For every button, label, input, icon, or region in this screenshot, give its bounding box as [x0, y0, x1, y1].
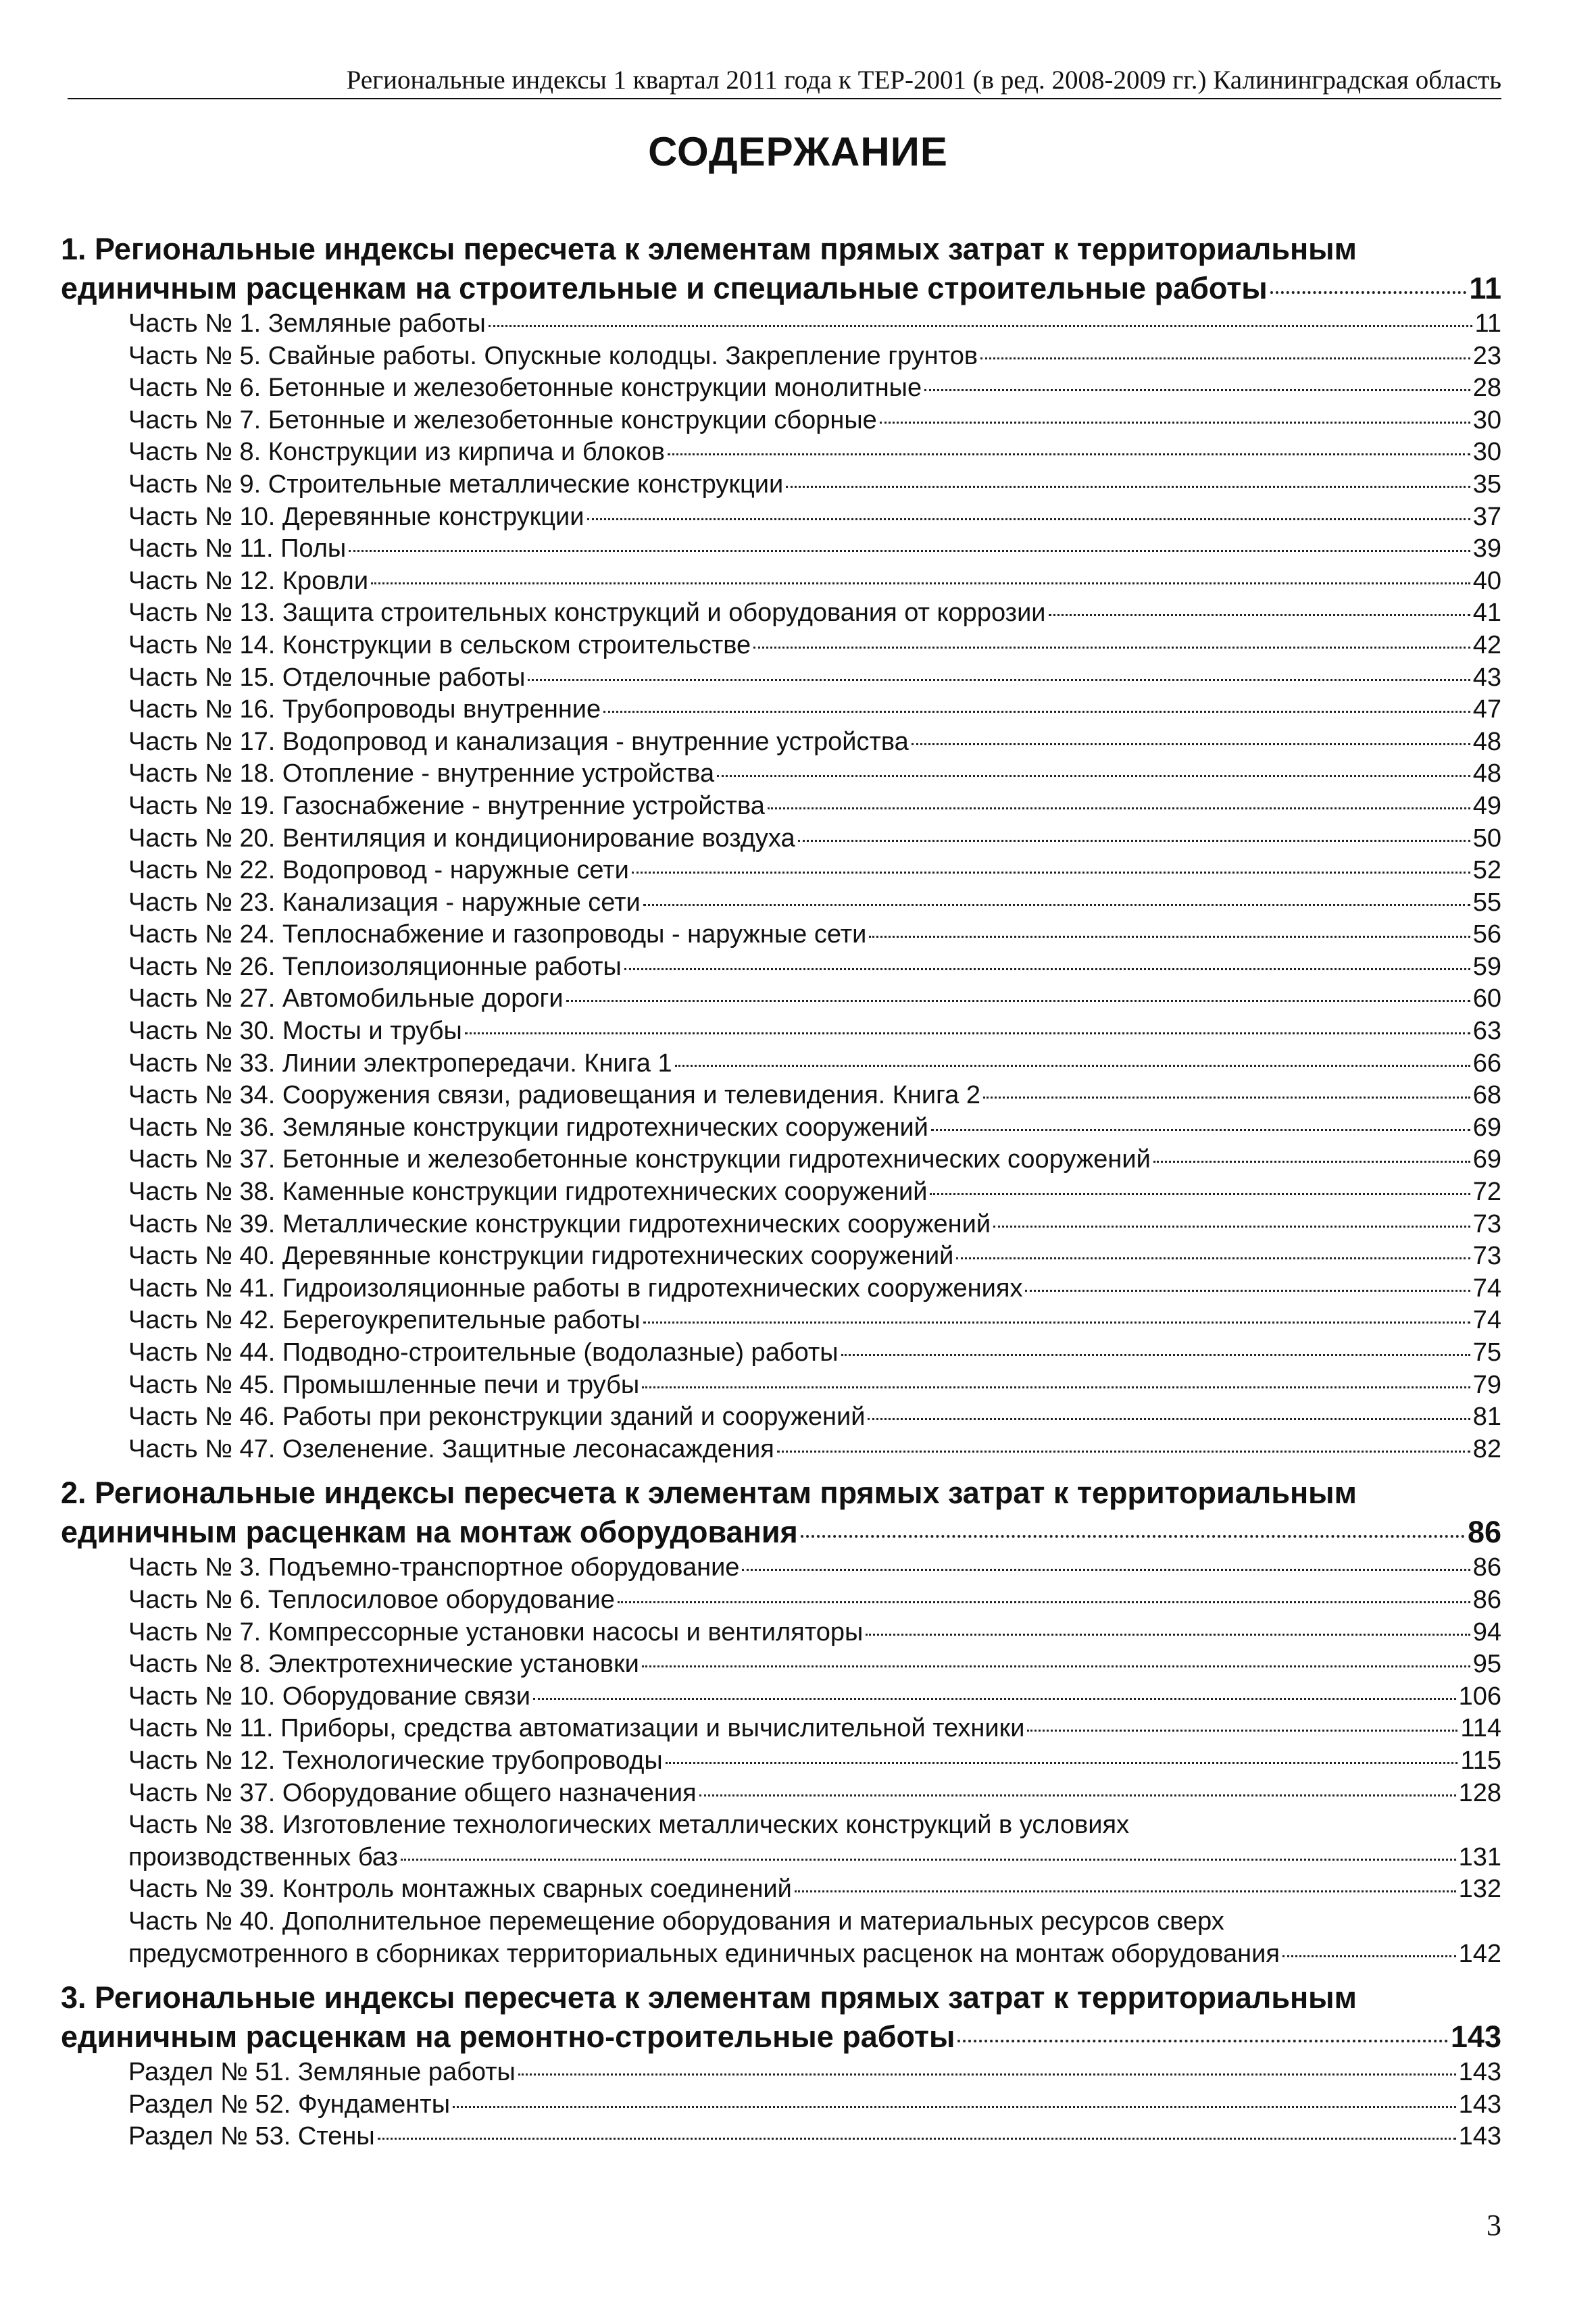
dot-leader [869, 936, 1470, 938]
toc-entry [128, 1649, 1501, 1681]
toc-entry-title: Часть № 38. Каменные конструкции гидротехнических сооружений [128, 1178, 928, 1207]
dot-leader [618, 1601, 1470, 1603]
dot-leader [378, 2138, 1456, 2140]
toc-entry-title: Часть № 10. Деревянные конструкции [128, 502, 584, 531]
toc-entry-row [128, 1240, 1501, 1273]
toc-entry-title: Часть № 39. Контроль монтажных сварных соединений [128, 1875, 792, 1904]
toc-entry [128, 694, 1501, 726]
toc-entry-row [128, 1745, 1501, 1778]
toc-entry [128, 469, 1501, 501]
toc-entry-page-number: 28 [1472, 374, 1501, 403]
toc-entry-row [128, 726, 1501, 759]
dot-leader [533, 1698, 1456, 1700]
toc-entry [128, 1209, 1501, 1241]
toc-entry-page-number: 47 [1472, 695, 1501, 724]
toc-entry [128, 1337, 1501, 1369]
toc-entry-title: Часть № 26. Теплоизоляционные работы [128, 952, 622, 981]
toc-entry-page-number: 56 [1472, 920, 1501, 949]
toc-entry [128, 1681, 1501, 1713]
toc-entry [128, 1273, 1501, 1305]
toc-entry-title: Часть № 24. Теплоснабжение и газопроводы - наружные сети [128, 920, 867, 949]
toc-entry-row [128, 501, 1501, 534]
toc-entry-row [128, 983, 1501, 1015]
toc-entry-title: Часть № 47. Озеленение. Защитные лесонасаждения [128, 1434, 774, 1463]
dot-leader [1049, 614, 1470, 616]
toc-entry-title: Часть № 40. Деревянные конструкции гидротехнических сооружений [128, 1242, 954, 1271]
toc-entry-first-line: Часть № 40. Дополнительное перемещение оборудования и материальных ресурсов сверх [128, 1907, 1224, 1936]
toc-entry-row [128, 372, 1501, 405]
toc-entry-title: Часть № 42. Берегоукрепительные работы [128, 1306, 641, 1335]
toc-entry-title: Часть № 37. Оборудование общего назначения [128, 1778, 697, 1807]
toc-entry-page-number: 63 [1472, 1017, 1501, 1046]
dot-leader [603, 711, 1470, 713]
toc-entry [128, 501, 1501, 534]
toc-entry-title: Часть № 20. Вентиляция и кондиционирование воздуха [128, 824, 795, 853]
toc-entry [128, 1176, 1501, 1209]
dot-leader [624, 968, 1470, 970]
section-heading-line2: единичным расценкам на строительные и специальные строительные работы [61, 271, 1268, 305]
toc-entry-title: Часть № 7. Компрессорные установки насосы и вентиляторы [128, 1617, 864, 1646]
toc-entry-row [128, 1434, 1501, 1466]
dot-leader [777, 1451, 1470, 1453]
toc-entry-page-number: 143 [1458, 2090, 1501, 2119]
dot-leader [983, 1097, 1470, 1099]
dot-leader [795, 1890, 1456, 1892]
toc-entry-page-number: 50 [1472, 824, 1501, 853]
toc-entry-page-number: 48 [1472, 759, 1501, 788]
dot-leader [880, 422, 1470, 424]
toc-entry-page-number: 114 [1460, 1714, 1501, 1743]
toc-entry [128, 1617, 1501, 1649]
toc-entry-page-number: 79 [1472, 1370, 1501, 1399]
toc-entry [128, 2121, 1501, 2153]
toc-entry-title: Часть № 13. Защита строительных конструкций и оборудования от коррозии [128, 599, 1046, 628]
toc-entry-row [128, 1681, 1501, 1713]
dot-leader [566, 1000, 1470, 1002]
toc-entry-row [128, 1401, 1501, 1434]
toc-entry-page-number: 143 [1458, 2058, 1501, 2087]
dot-leader [675, 1065, 1470, 1067]
dot-leader [1270, 291, 1467, 294]
toc-entry-row [128, 565, 1501, 598]
toc-entry [128, 951, 1501, 984]
toc-entry-page-number: 48 [1472, 727, 1501, 756]
toc-entry-row [128, 855, 1501, 887]
toc-entry-row [128, 1938, 1501, 1971]
toc-entry-title: Часть № 46. Работы при реконструкции зданий и сооружений [128, 1403, 866, 1432]
toc-entry-page-number: 43 [1472, 663, 1501, 692]
toc-entry [128, 1873, 1501, 1906]
toc-entry-row [128, 436, 1501, 469]
page-title: СОДЕРЖАНИЕ [648, 129, 948, 174]
toc-entry-page-number: 42 [1472, 630, 1501, 659]
toc-entry [128, 1401, 1501, 1434]
toc-entry-page-number: 55 [1472, 888, 1501, 917]
dot-leader [518, 2073, 1456, 2076]
toc-entry-title: Раздел № 51. Земляные работы [128, 2058, 516, 2087]
dot-leader [401, 1859, 1456, 1861]
toc-entry-row [128, 951, 1501, 984]
toc-entry-page-number: 115 [1460, 1746, 1501, 1775]
toc-entry [128, 597, 1501, 630]
dot-leader [956, 1257, 1470, 1259]
dot-leader [841, 1354, 1470, 1356]
toc-entry-page-number: 59 [1472, 952, 1501, 981]
dot-leader [798, 840, 1470, 842]
toc-entry-row [128, 1584, 1501, 1617]
toc-entry [128, 2089, 1501, 2121]
section-heading-line2: единичным расценкам на ремонтно-строительные работы [61, 2019, 955, 2055]
toc-entry-row [128, 2057, 1501, 2089]
toc-entry-row [128, 887, 1501, 920]
toc-entry-title: Часть № 6. Бетонные и железобетонные конструкции монолитные [128, 374, 922, 403]
toc-entry-title: Часть № 23. Канализация - наружные сети [128, 888, 641, 917]
toc-entry-title: Часть № 44. Подводно-строительные (водолазные) работы [128, 1338, 839, 1367]
toc-entry-title: Часть № 7. Бетонные и железобетонные конструкции сборные [128, 405, 877, 434]
dot-leader [643, 904, 1470, 906]
toc-entry-page-number: 74 [1472, 1274, 1501, 1303]
dot-leader [587, 518, 1470, 520]
document-header: Региональные индексы 1 квартал 2011 года к ТЕР-2001 (в ред. 2008-2009 гг.) Калининградская область [68, 65, 1501, 99]
toc-entry-row [128, 1842, 1501, 1874]
toc-entry-row [128, 1048, 1501, 1080]
dot-leader [801, 1535, 1465, 1538]
toc-entry-page-number: 49 [1472, 791, 1501, 820]
toc-entry-title: Часть № 11. Приборы, средства автоматизации и вычислительной техники [128, 1714, 1025, 1743]
toc-entry-row [128, 1649, 1501, 1681]
toc-entry [128, 758, 1501, 790]
toc-entry [128, 1552, 1501, 1584]
dot-leader [993, 1226, 1470, 1228]
dot-leader [1025, 1290, 1470, 1292]
toc-entry-page-number: 23 [1472, 341, 1501, 370]
toc-entry-title: Часть № 11. Полы [128, 534, 347, 563]
toc-entry [128, 2057, 1501, 2089]
toc-entry-page-number: 82 [1472, 1434, 1501, 1463]
toc-entry-page-number: 131 [1458, 1842, 1501, 1871]
dot-leader [666, 1762, 1458, 1764]
dot-leader [931, 1129, 1470, 1131]
toc-entry-title: Раздел № 53. Стены [128, 2122, 375, 2151]
toc-entry-row [128, 1617, 1501, 1649]
toc-entry-title: Часть № 6. Теплосиловое оборудование [128, 1585, 615, 1614]
toc-entry-page-number: 143 [1458, 2122, 1501, 2151]
toc-entry-row [128, 1176, 1501, 1209]
page-number: 3 [1487, 2209, 1501, 2242]
section-heading-line2-row [61, 1513, 1501, 1552]
toc-entry-row [128, 790, 1501, 823]
dot-leader [668, 453, 1470, 455]
toc-entry-row [128, 308, 1501, 341]
toc-entry-row [128, 1552, 1501, 1584]
toc-entry-title: производственных баз [128, 1842, 398, 1871]
dot-leader [1027, 1730, 1457, 1732]
dot-leader [912, 743, 1470, 745]
toc-entry [128, 341, 1501, 373]
toc-entry [128, 1048, 1501, 1080]
toc-entry-page-number: 60 [1472, 984, 1501, 1013]
dot-leader [868, 1418, 1470, 1420]
dot-leader [717, 775, 1470, 777]
toc-entry-title: Часть № 8. Электротехнические установки [128, 1650, 639, 1679]
dot-leader [349, 550, 1470, 552]
toc-entry-title: предусмотренного в сборниках территориальных единичных расценок на монтаж оборудования [128, 1939, 1280, 1968]
toc-entry-row [128, 1873, 1501, 1906]
toc-entry-page-number: 73 [1472, 1209, 1501, 1238]
dot-leader [642, 1665, 1470, 1667]
toc-section-heading [61, 1474, 1501, 1552]
toc-entry-row [128, 1273, 1501, 1305]
toc-entry [128, 436, 1501, 469]
toc-entry [128, 1369, 1501, 1402]
dot-leader [768, 807, 1470, 809]
section-page-number: 86 [1467, 1515, 1501, 1550]
toc-entry-row [128, 533, 1501, 565]
dot-leader [786, 486, 1470, 488]
toc-entry [128, 1434, 1501, 1466]
toc-entry-title: Часть № 14. Конструкции в сельском строительстве [128, 630, 751, 659]
dot-leader [632, 872, 1470, 874]
toc-entry-title: Часть № 22. Водопровод - наружные сети [128, 856, 629, 885]
toc-entry [128, 1305, 1501, 1337]
toc-entry [128, 372, 1501, 405]
toc-entry-title: Часть № 18. Отопление - внутренние устройства [128, 759, 715, 788]
toc-entry-row [128, 341, 1501, 373]
dot-leader [643, 1322, 1470, 1324]
toc-entry-title: Часть № 9. Строительные металлические конструкции [128, 470, 784, 499]
toc-entry-page-number: 128 [1458, 1778, 1501, 1807]
toc-entry-title: Часть № 45. Промышленные печи и трубы [128, 1370, 640, 1399]
toc-entry-title: Часть № 10. Оборудование связи [128, 1682, 530, 1711]
toc-entry [128, 405, 1501, 437]
toc-entry-title: Часть № 12. Кровли [128, 566, 369, 595]
dot-leader [753, 647, 1470, 649]
dot-leader [642, 1386, 1470, 1388]
toc-entry-page-number: 41 [1472, 599, 1501, 628]
toc-entry-page-number: 86 [1472, 1553, 1501, 1582]
section-page-number: 143 [1450, 2019, 1501, 2055]
toc-entry-row [128, 1209, 1501, 1241]
section-heading-line1: 2. Региональные индексы пересчета к элементам прямых затрат к территориальным [61, 1476, 1357, 1511]
toc-entry [128, 887, 1501, 920]
toc-entry-page-number: 68 [1472, 1081, 1501, 1110]
toc-entry-row [128, 469, 1501, 501]
toc-entry-row [128, 405, 1501, 437]
section-heading-line2: единичным расценкам на монтаж оборудования [61, 1515, 798, 1550]
toc-entry-page-number: 132 [1458, 1875, 1501, 1904]
toc-entry-title: Раздел № 52. Фундаменты [128, 2090, 451, 2119]
toc-entry-title: Часть № 33. Линии электропередачи. Книга 1 [128, 1049, 672, 1078]
toc-entry-first-line: Часть № 38. Изготовление технологических металлических конструкций в условиях [128, 1811, 1130, 1840]
dot-leader [699, 1794, 1456, 1796]
toc-entry-page-number: 11 [1474, 309, 1501, 338]
toc-entry-page-number: 66 [1472, 1049, 1501, 1078]
section-page-number: 11 [1469, 271, 1501, 305]
toc-entry-row [128, 1305, 1501, 1337]
toc-entry [128, 983, 1501, 1015]
toc-entry-row [128, 823, 1501, 855]
dot-leader [980, 357, 1470, 359]
toc-entry [128, 662, 1501, 695]
toc-entry-row [128, 1144, 1501, 1176]
toc-section-heading [61, 230, 1501, 308]
toc-entry-title: Часть № 27. Автомобильные дороги [128, 984, 564, 1013]
toc-entry-row [128, 662, 1501, 695]
table-of-contents [61, 230, 1501, 2153]
toc-entry [128, 1112, 1501, 1145]
toc-entry [128, 1745, 1501, 1778]
toc-entry-title: Часть № 37. Бетонные и железобетонные конструкции гидротехнических сооружений [128, 1145, 1151, 1174]
toc-entry-row [128, 597, 1501, 630]
toc-entry-row [128, 694, 1501, 726]
toc-entry-page-number: 94 [1472, 1617, 1501, 1646]
toc-entry-page-number: 72 [1472, 1178, 1501, 1207]
section-heading-line2-row [61, 2017, 1501, 2057]
toc-entry [128, 1713, 1501, 1745]
toc-entry [128, 533, 1501, 565]
toc-entry-row [128, 1713, 1501, 1745]
toc-entry-title: Часть № 41. Гидроизоляционные работы в гидротехнических сооружениях [128, 1274, 1023, 1303]
dot-leader [930, 1193, 1470, 1195]
toc-entry [128, 308, 1501, 341]
toc-entry-title: Часть № 3. Подъемно-транспортное оборудование [128, 1553, 740, 1582]
toc-entry-page-number: 73 [1472, 1242, 1501, 1271]
toc-entry-row [128, 1369, 1501, 1402]
toc-entry-row [128, 1112, 1501, 1145]
toc-entry-title: Часть № 16. Трубопроводы внутренние [128, 695, 601, 724]
toc-entry-page-number: 39 [1472, 534, 1501, 563]
dot-leader [924, 389, 1470, 391]
toc-entry [128, 919, 1501, 951]
dot-leader [528, 679, 1470, 681]
toc-entry-title: Часть № 8. Конструкции из кирпича и блоков [128, 438, 665, 467]
toc-entry-row [128, 630, 1501, 662]
dot-leader [957, 2040, 1448, 2042]
dot-leader [453, 2106, 1456, 2108]
toc-entry [128, 790, 1501, 823]
section-heading-line1: 3. Региональные индексы пересчета к элементам прямых затрат к территориальным [61, 1980, 1357, 2015]
toc-entry-page-number: 69 [1472, 1113, 1501, 1142]
toc-entry-row [128, 1080, 1501, 1112]
toc-entry-row [128, 2089, 1501, 2121]
toc-entry-page-number: 81 [1472, 1403, 1501, 1432]
toc-entry-title: Часть № 30. Мосты и трубы [128, 1017, 462, 1046]
toc-entry-page-number: 52 [1472, 856, 1501, 885]
toc-entry [128, 726, 1501, 759]
toc-entry-page-number: 30 [1472, 405, 1501, 434]
toc-entry [128, 1906, 1501, 1970]
toc-entry [128, 1080, 1501, 1112]
toc-entry-page-number: 106 [1458, 1682, 1501, 1711]
toc-entry-title: Часть № 12. Технологические трубопроводы [128, 1746, 663, 1775]
toc-entry-title: Часть № 15. Отделочные работы [128, 663, 526, 692]
toc-entry-page-number: 37 [1472, 502, 1501, 531]
toc-entry-page-number: 75 [1472, 1338, 1501, 1367]
toc-entry-row [128, 758, 1501, 790]
toc-entry-title: Часть № 17. Водопровод и канализация - внутренние устройства [128, 727, 909, 756]
toc-entry-row [128, 1015, 1501, 1048]
toc-entry [128, 1144, 1501, 1176]
dot-leader [866, 1634, 1470, 1636]
toc-entry [128, 630, 1501, 662]
toc-entry-page-number: 95 [1472, 1650, 1501, 1679]
toc-entry-row [128, 1778, 1501, 1810]
toc-section-heading [61, 1978, 1501, 2057]
dot-leader [465, 1032, 1470, 1034]
toc-entry-title: Часть № 19. Газоснабжение - внутренние устройства [128, 791, 765, 820]
toc-entry [128, 1015, 1501, 1048]
toc-entry [128, 1584, 1501, 1617]
section-heading-line2-row [61, 269, 1501, 308]
toc-entry-title: Часть № 36. Земляные конструкции гидротехнических сооружений [128, 1113, 928, 1142]
toc-entry-row [128, 1337, 1501, 1369]
section-heading-line1: 1. Региональные индексы пересчета к элементам прямых затрат к территориальным [61, 232, 1357, 266]
toc-entry-title: Часть № 5. Свайные работы. Опускные колодцы. Закрепление грунтов [128, 341, 978, 370]
toc-entry-page-number: 86 [1472, 1585, 1501, 1614]
toc-entry [128, 1240, 1501, 1273]
toc-entry [128, 1778, 1501, 1810]
toc-entry-row [128, 919, 1501, 951]
toc-entry-title: Часть № 1. Земляные работы [128, 309, 486, 338]
toc-entry-page-number: 35 [1472, 470, 1501, 499]
toc-entry-title: Часть № 39. Металлические конструкции гидротехнических сооружений [128, 1209, 991, 1238]
dot-leader [1153, 1161, 1470, 1163]
toc-entry [128, 855, 1501, 887]
dot-leader [742, 1569, 1470, 1571]
toc-entry-row [128, 2121, 1501, 2153]
dot-leader [371, 582, 1470, 584]
toc-entry-page-number: 30 [1472, 438, 1501, 467]
toc-entry-page-number: 69 [1472, 1145, 1501, 1174]
toc-entry [128, 823, 1501, 855]
dot-leader [1282, 1955, 1456, 1957]
toc-entry-page-number: 74 [1472, 1306, 1501, 1335]
toc-entry [128, 565, 1501, 598]
toc-entry [128, 1809, 1501, 1873]
dot-leader [489, 325, 1472, 327]
toc-entry-page-number: 40 [1472, 566, 1501, 595]
toc-entry-title: Часть № 34. Сооружения связи, радиовещания и телевидения. Книга 2 [128, 1081, 980, 1110]
toc-entry-page-number: 142 [1458, 1939, 1501, 1968]
